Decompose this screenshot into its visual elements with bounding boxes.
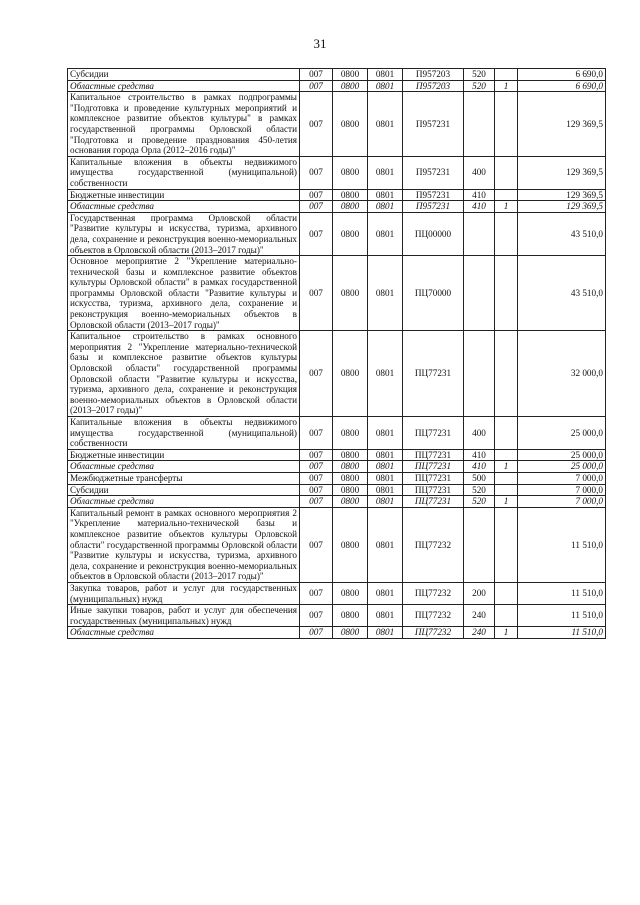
section-code: 0800 xyxy=(333,496,368,508)
ministry-code: 007 xyxy=(300,156,333,189)
section-code: 0800 xyxy=(333,507,368,582)
funding-source-code xyxy=(495,189,518,201)
section-code: 0800 xyxy=(333,189,368,201)
funding-source-code xyxy=(495,417,518,450)
ministry-code: 007 xyxy=(300,496,333,508)
table-row xyxy=(68,582,606,604)
target-article-code: ПЦ77232 xyxy=(403,507,464,582)
amount: 129 369,5 xyxy=(518,201,606,213)
subsection-code: 0801 xyxy=(368,80,403,92)
section-code: 0800 xyxy=(333,484,368,496)
subsection-code: 0801 xyxy=(368,449,403,461)
target-article-code: П957231 xyxy=(403,201,464,213)
section-code: 0800 xyxy=(333,256,368,331)
table-row xyxy=(68,627,606,639)
subsection-code: 0801 xyxy=(368,92,403,157)
expense-type-code xyxy=(464,507,495,582)
funding-source-code xyxy=(495,156,518,189)
subsection-code: 0801 xyxy=(368,472,403,484)
target-article-code: ПЦ77231 xyxy=(403,472,464,484)
subsection-code: 0801 xyxy=(368,507,403,582)
target-article-code: П957231 xyxy=(403,156,464,189)
table-row xyxy=(68,80,606,92)
expense-type-code: 400 xyxy=(464,156,495,189)
subsection-code: 0801 xyxy=(368,69,403,81)
target-article-code: ПЦ77231 xyxy=(403,496,464,508)
target-article-code: ПЦ70000 xyxy=(403,256,464,331)
table-row xyxy=(68,212,606,255)
expense-name: Областные средства xyxy=(68,461,300,473)
subsection-code: 0801 xyxy=(368,605,403,627)
expense-type-code: 410 xyxy=(464,201,495,213)
expense-name: Областные средства xyxy=(68,627,300,639)
section-code: 0800 xyxy=(333,156,368,189)
table-row xyxy=(68,417,606,450)
target-article-code: П957231 xyxy=(403,92,464,157)
ministry-code: 007 xyxy=(300,472,333,484)
ministry-code: 007 xyxy=(300,189,333,201)
section-code: 0800 xyxy=(333,461,368,473)
expense-name: Основное мероприятие 2 "Укрепление материально-технической базы и комплексное развитие объектов культуры Орловской области" в рамках государственной программы Орловской области "Развитие культуры и искусства, туризма, архивного дела, сохранение и реконструкция военно-мемориальных объектов в Орловской области (2013–2017 годы)" xyxy=(68,256,300,331)
amount: 43 510,0 xyxy=(518,256,606,331)
subsection-code: 0801 xyxy=(368,331,403,417)
expense-type-code: 520 xyxy=(464,80,495,92)
funding-source-code xyxy=(495,472,518,484)
section-code: 0800 xyxy=(333,212,368,255)
expense-type-code: 520 xyxy=(464,496,495,508)
funding-source-code xyxy=(495,582,518,604)
ministry-code: 007 xyxy=(300,80,333,92)
funding-source-code xyxy=(495,92,518,157)
table-row xyxy=(68,256,606,331)
expense-name: Капитальные вложения в объекты недвижимого имущества государственной (муниципальной) собственности xyxy=(68,417,300,450)
expense-name: Иные закупки товаров, работ и услуг для обеспечения государственных (муниципальных) нужд xyxy=(68,605,300,627)
target-article-code: П957203 xyxy=(403,69,464,81)
funding-source-code: 1 xyxy=(495,80,518,92)
section-code: 0800 xyxy=(333,449,368,461)
target-article-code: ПЦ77231 xyxy=(403,449,464,461)
expense-name: Капитальное строительство в рамках подпрограммы "Подготовка и проведение культурных мероприятий и комплексное развитие объектов культуры" в рамках государственной программы Орловской области "Подготовка и проведение празднования 450-летия основания города Орла (2012–2016 годы)" xyxy=(68,92,300,157)
expense-type-code: 520 xyxy=(464,69,495,81)
expense-name: Областные средства xyxy=(68,496,300,508)
funding-source-code xyxy=(495,212,518,255)
ministry-code: 007 xyxy=(300,605,333,627)
amount: 25 000,0 xyxy=(518,417,606,450)
section-code: 0800 xyxy=(333,92,368,157)
subsection-code: 0801 xyxy=(368,484,403,496)
funding-source-code xyxy=(495,256,518,331)
subsection-code: 0801 xyxy=(368,189,403,201)
ministry-code: 007 xyxy=(300,582,333,604)
amount: 25 000,0 xyxy=(518,449,606,461)
amount: 25 000,0 xyxy=(518,461,606,473)
subsection-code: 0801 xyxy=(368,582,403,604)
page-number: 31 xyxy=(313,36,327,51)
ministry-code: 007 xyxy=(300,484,333,496)
subsection-code: 0801 xyxy=(368,461,403,473)
amount: 129 369,5 xyxy=(518,156,606,189)
expense-type-code xyxy=(464,212,495,255)
expense-type-code: 500 xyxy=(464,472,495,484)
amount: 11 510,0 xyxy=(518,605,606,627)
section-code: 0800 xyxy=(333,605,368,627)
amount: 6 690,0 xyxy=(518,80,606,92)
target-article-code: ПЦ77231 xyxy=(403,484,464,496)
section-code: 0800 xyxy=(333,331,368,417)
ministry-code: 007 xyxy=(300,212,333,255)
ministry-code: 007 xyxy=(300,627,333,639)
section-code: 0800 xyxy=(333,627,368,639)
expense-name: Бюджетные инвестиции xyxy=(68,449,300,461)
table-body xyxy=(68,69,606,639)
expense-name: Государственная программа Орловской области "Развитие культуры и искусства, туризма, архивного дела, сохранение и реконструкция военно-мемориальных объектов в Орловской области (2013–2017 годы)" xyxy=(68,212,300,255)
amount: 7 000,0 xyxy=(518,472,606,484)
subsection-code: 0801 xyxy=(368,256,403,331)
table-row xyxy=(68,331,606,417)
table-row xyxy=(68,484,606,496)
target-article-code: ПЦ77231 xyxy=(403,417,464,450)
table-row xyxy=(68,496,606,508)
funding-source-code: 1 xyxy=(495,201,518,213)
amount: 11 510,0 xyxy=(518,507,606,582)
target-article-code: ПЦ77232 xyxy=(403,605,464,627)
table-row xyxy=(68,472,606,484)
ministry-code: 007 xyxy=(300,201,333,213)
section-code: 0800 xyxy=(333,201,368,213)
ministry-code: 007 xyxy=(300,331,333,417)
subsection-code: 0801 xyxy=(368,201,403,213)
expense-name: Областные средства xyxy=(68,201,300,213)
funding-source-code xyxy=(495,69,518,81)
expense-type-code: 520 xyxy=(464,484,495,496)
expense-name: Межбюджетные трансферты xyxy=(68,472,300,484)
subsection-code: 0801 xyxy=(368,212,403,255)
target-article-code: П957203 xyxy=(403,80,464,92)
subsection-code: 0801 xyxy=(368,156,403,189)
table-row xyxy=(68,156,606,189)
table-row xyxy=(68,189,606,201)
section-code: 0800 xyxy=(333,472,368,484)
amount: 43 510,0 xyxy=(518,212,606,255)
table-row xyxy=(68,461,606,473)
amount: 32 000,0 xyxy=(518,331,606,417)
amount: 6 690,0 xyxy=(518,69,606,81)
target-article-code: ПЦ00000 xyxy=(403,212,464,255)
expense-name: Субсидии xyxy=(68,69,300,81)
target-article-code: ПЦ77231 xyxy=(403,331,464,417)
table-row xyxy=(68,201,606,213)
section-code: 0800 xyxy=(333,582,368,604)
ministry-code: 007 xyxy=(300,92,333,157)
funding-source-code: 1 xyxy=(495,461,518,473)
expense-type-code: 410 xyxy=(464,189,495,201)
funding-source-code xyxy=(495,605,518,627)
ministry-code: 007 xyxy=(300,461,333,473)
target-article-code: ПЦ77232 xyxy=(403,627,464,639)
subsection-code: 0801 xyxy=(368,496,403,508)
amount: 7 000,0 xyxy=(518,496,606,508)
ministry-code: 007 xyxy=(300,507,333,582)
expense-type-code: 240 xyxy=(464,605,495,627)
amount: 129 369,5 xyxy=(518,189,606,201)
target-article-code: П957231 xyxy=(403,189,464,201)
subsection-code: 0801 xyxy=(368,417,403,450)
table-row xyxy=(68,507,606,582)
ministry-code: 007 xyxy=(300,449,333,461)
budget-table xyxy=(67,68,606,639)
expense-name: Бюджетные инвестиции xyxy=(68,189,300,201)
expense-name: Капитальное строительство в рамках основного мероприятия 2 "Укрепление материально-технической базы и комплексное развитие объектов культуры Орловской области" государственной программы Орловской области "Развитие культуры и искусства, туризма, архивного дела, сохранение и реконструкция военно-мемориальных объектов в Орловской области (2013–2017 годы)" xyxy=(68,331,300,417)
expense-type-code: 200 xyxy=(464,582,495,604)
expense-name: Капитальные вложения в объекты недвижимого имущества государственной (муниципальной) собственности xyxy=(68,156,300,189)
expense-name: Закупка товаров, работ и услуг для государственных (муниципальных) нужд xyxy=(68,582,300,604)
expense-name: Областные средства xyxy=(68,80,300,92)
amount: 11 510,0 xyxy=(518,627,606,639)
expense-type-code: 400 xyxy=(464,417,495,450)
amount: 7 000,0 xyxy=(518,484,606,496)
subsection-code: 0801 xyxy=(368,627,403,639)
table-row xyxy=(68,92,606,157)
section-code: 0800 xyxy=(333,417,368,450)
amount: 129 369,5 xyxy=(518,92,606,157)
table-row xyxy=(68,69,606,81)
expense-type-code xyxy=(464,92,495,157)
target-article-code: ПЦ77231 xyxy=(403,461,464,473)
expense-type-code: 410 xyxy=(464,461,495,473)
expense-type-code: 240 xyxy=(464,627,495,639)
funding-source-code xyxy=(495,449,518,461)
expense-type-code xyxy=(464,331,495,417)
section-code: 0800 xyxy=(333,80,368,92)
funding-source-code: 1 xyxy=(495,627,518,639)
table-row xyxy=(68,449,606,461)
ministry-code: 007 xyxy=(300,69,333,81)
amount: 11 510,0 xyxy=(518,582,606,604)
expense-type-code xyxy=(464,256,495,331)
funding-source-code xyxy=(495,507,518,582)
funding-source-code xyxy=(495,484,518,496)
target-article-code: ПЦ77232 xyxy=(403,582,464,604)
expense-type-code: 410 xyxy=(464,449,495,461)
ministry-code: 007 xyxy=(300,256,333,331)
funding-source-code: 1 xyxy=(495,496,518,508)
funding-source-code xyxy=(495,331,518,417)
section-code: 0800 xyxy=(333,69,368,81)
table-row xyxy=(68,605,606,627)
expense-name: Субсидии xyxy=(68,484,300,496)
ministry-code: 007 xyxy=(300,417,333,450)
expense-name: Капитальный ремонт в рамках основного мероприятия 2 "Укрепление материально-технической базы и комплексное развитие объектов культуры Орловской области" государственной программы Орловской области "Развитие культуры и искусства, туризма, архивного дела, сохранение и реконструкция военно-мемориальных объектов в Орловской области (2013–2017 годы)" xyxy=(68,507,300,582)
